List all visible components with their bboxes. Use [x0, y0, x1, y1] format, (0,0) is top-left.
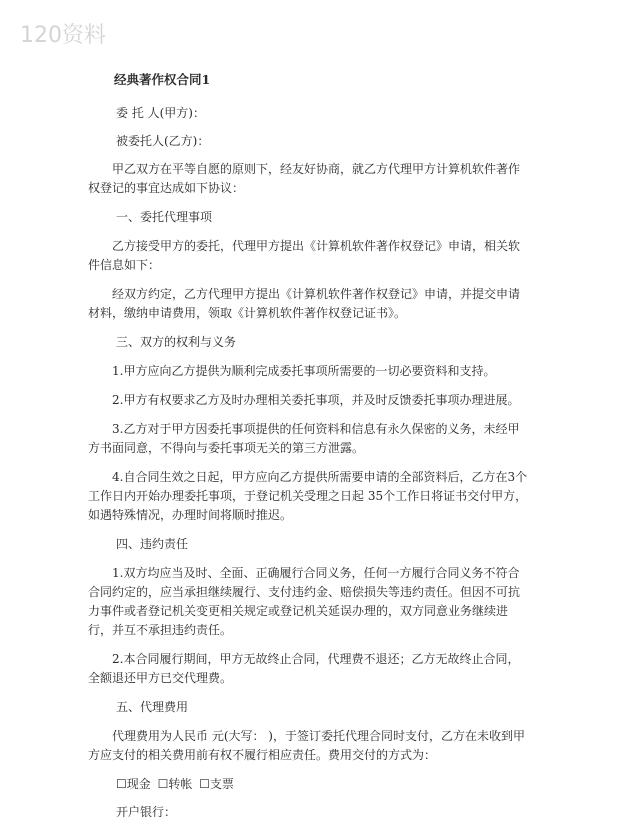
section1-paragraph-1: 乙方接受甲方的委托，代理甲方提出《计算机软件著作权登记》申请，相关软件信息如下：	[88, 239, 521, 272]
document-title: 经典著作权合同1	[114, 72, 211, 87]
payment-options: ☐现金 ☐转帐 ☐支票	[116, 777, 234, 791]
section1-heading: 一、委托代理事项	[116, 210, 213, 224]
section3-item-2: 2.甲方有权要求乙方及时办理相关委托事项，并及时反馈委托事项办理进展。	[112, 393, 520, 407]
section5-heading: 五、代理费用	[116, 700, 189, 714]
agent-label: 被委托人(乙方)：	[116, 134, 210, 148]
section5-paragraph-1: 代理费用为人民币 元(大写： )，于签订委托代理合同时支付，乙方在未收到甲方应支付的相关费用前有权不履行相应责任。费用交付的方式为：	[88, 729, 525, 762]
section4-heading: 四、违约责任	[116, 537, 189, 551]
section1-paragraph-2: 经双方约定，乙方代理甲方提出《计算机软件著作权登记》申请，并提交申请材料，缴纳申请费用，领取《计算机软件著作权登记证书》。	[88, 287, 521, 320]
contract-document	[88, 70, 530, 831]
section4-item-1: 1.双方均应当及时、全面、正确履行合同义务，任何一方履行合同义务不符合合同约定的，应当承担继续履行、支付违约金、赔偿损失等违约责任。但因不可抗力事件或者登记机关变更相关规定或登记机关延误办理的，双方同意业务继续进行，并互不承担违约责任。	[88, 566, 521, 637]
section4-item-2: 2.本合同履行期间，甲方无故终止合同，代理费不退还；乙方无故终止合同，全额退还甲方已交代理费。	[88, 652, 520, 685]
client-label: 委 托 人(甲方)：	[116, 106, 205, 120]
intro-paragraph: 甲乙双方在平等自愿的原则下，经友好协商，就乙方代理甲方计算机软件著作权登记的事宜达成如下协议：	[88, 162, 521, 195]
watermark: 120资料	[20, 23, 106, 48]
section3-heading: 三、双方的权利与义务	[116, 335, 237, 349]
bank-label: 开户银行：	[116, 805, 177, 819]
section3-item-4: 4.自合同生效之日起，甲方应向乙方提供所需要申请的全部资料后，乙方在3个工作日内开始办理委托事项，于登记机关受理之日起 35个工作日将证书交付甲方，如遇特殊情况，办理时间将顺时推迟。	[88, 470, 528, 522]
section3-item-3: 3.乙方对于甲方因委托事项提供的任何资料和信息有永久保密的义务，未经甲方书面同意，不得向与委托事项无关的第三方泄露。	[88, 422, 520, 455]
section3-item-1: 1.甲方应向乙方提供为顺利完成委托事项所需要的一切必要资料和支持。	[112, 364, 496, 378]
